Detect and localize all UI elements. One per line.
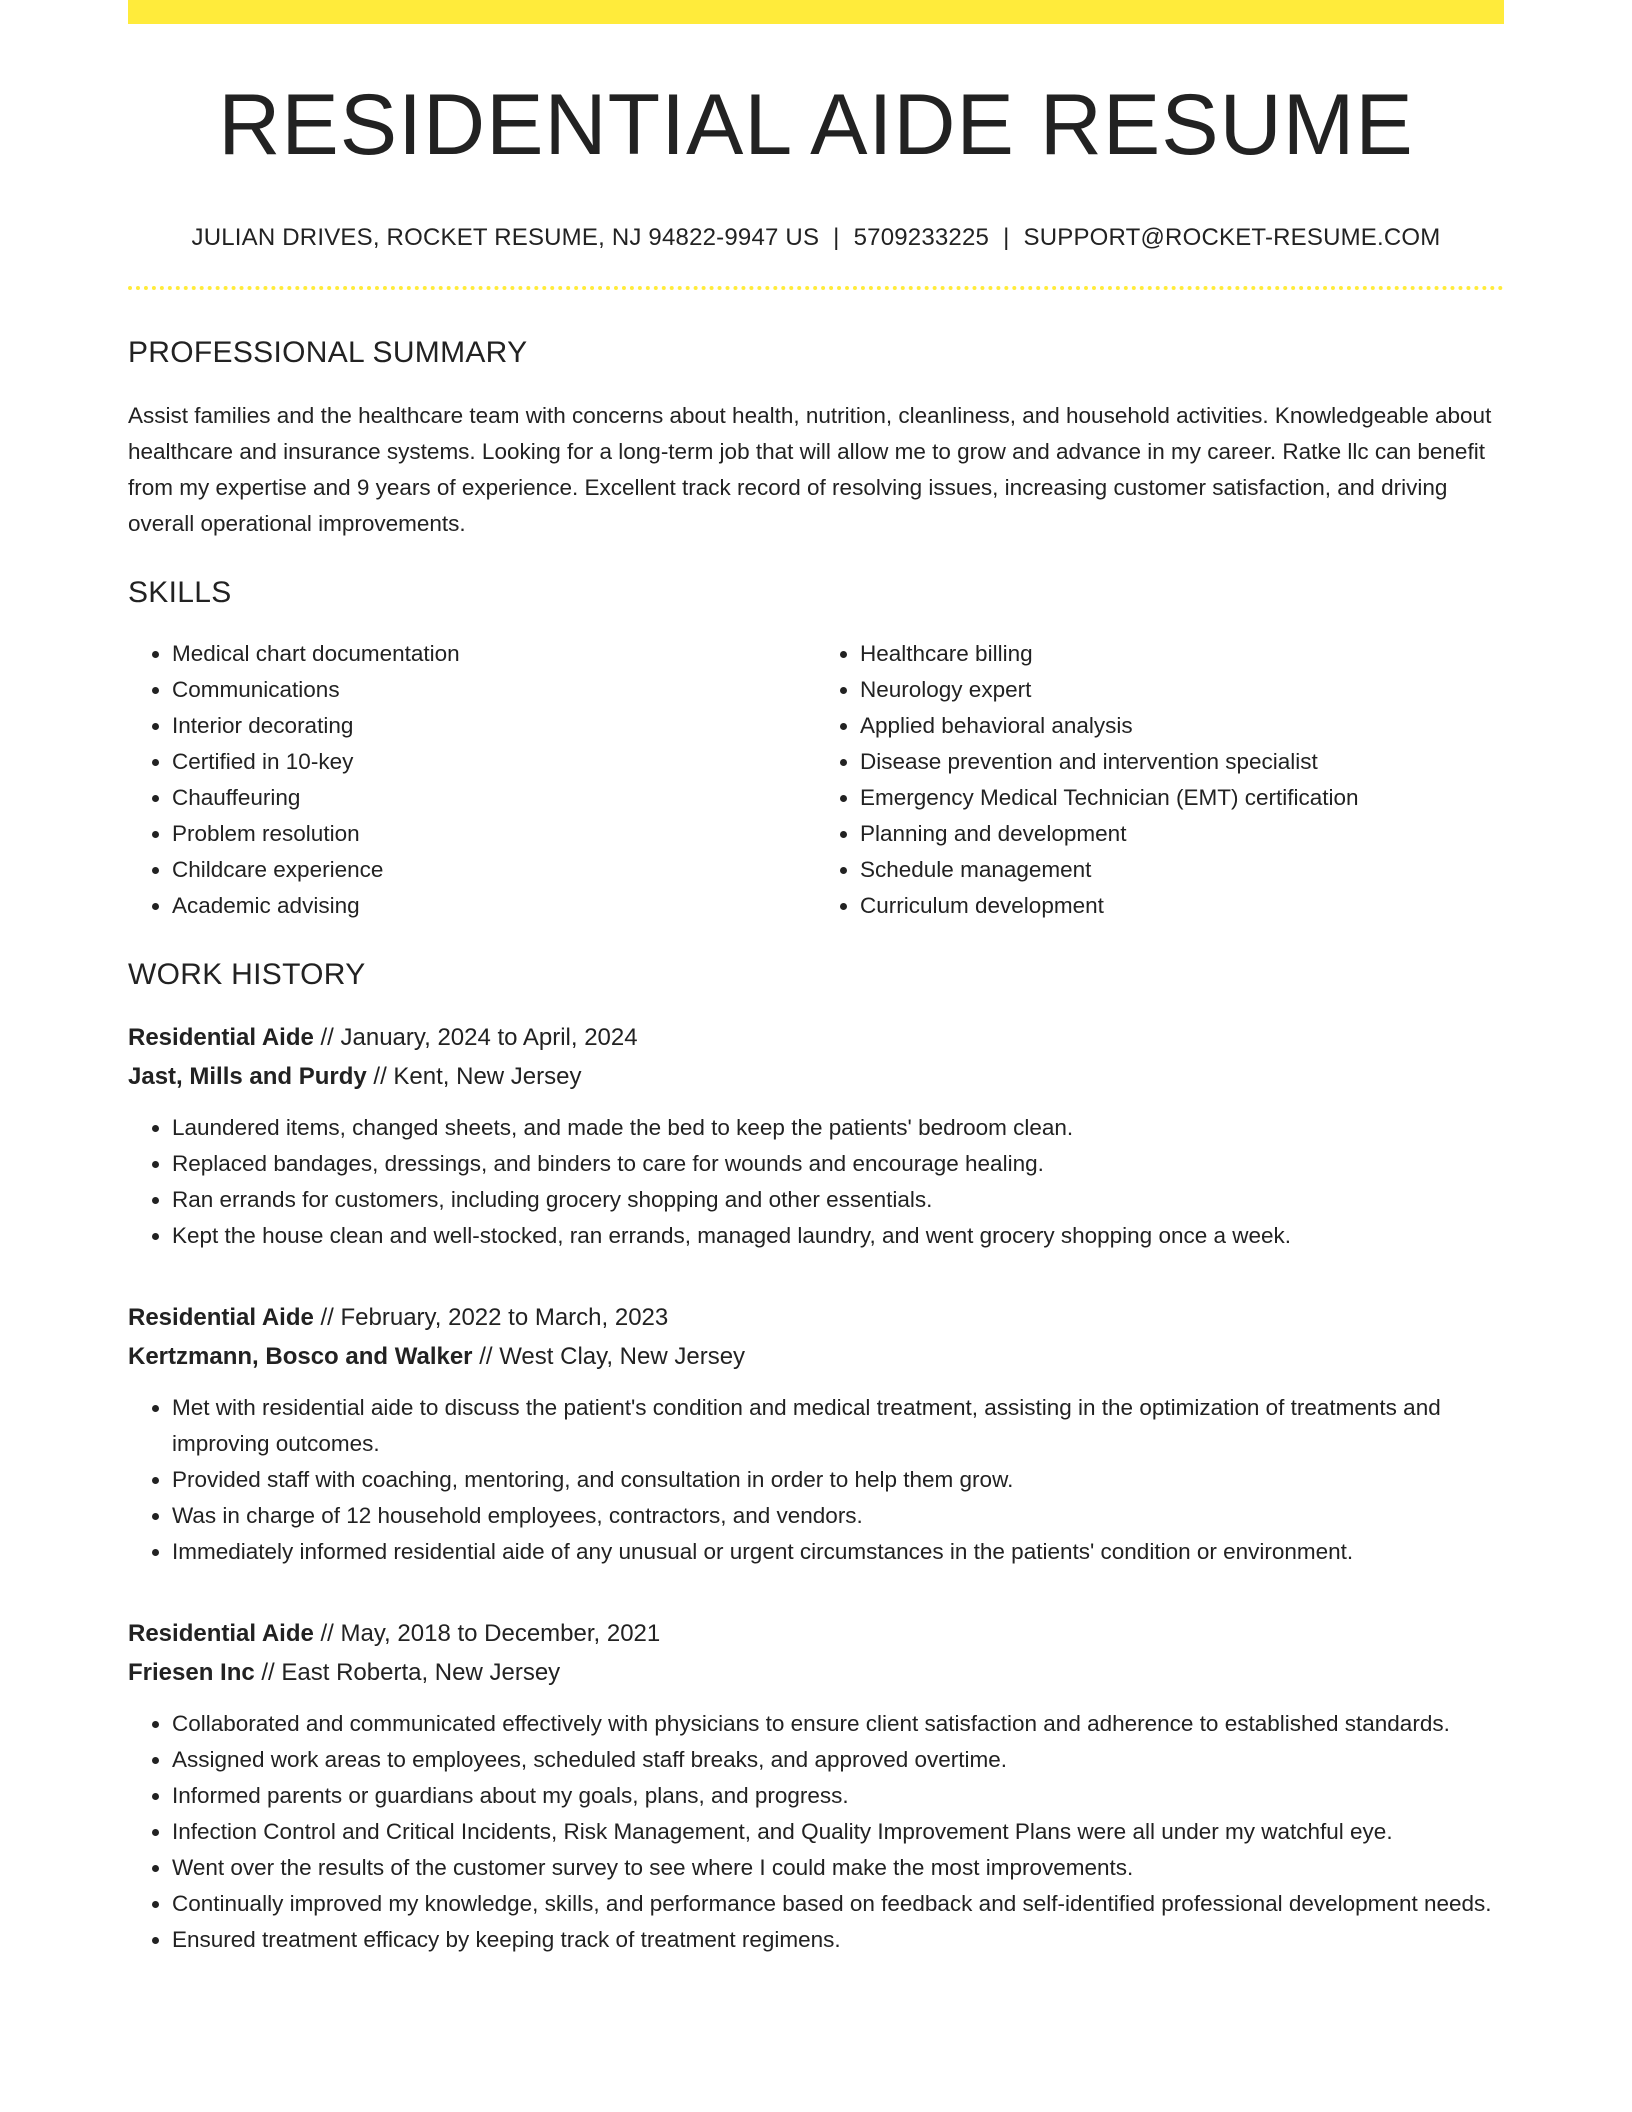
contact-address: JULIAN DRIVES, ROCKET RESUME, NJ 94822-9947 US [191, 224, 820, 251]
job-title-line [128, 1614, 1504, 1653]
resume-page [128, 0, 1504, 1958]
skill-item: • Neurology expert [860, 672, 1504, 708]
contact-line [128, 224, 1504, 252]
job-bullet: • Replaced bandages, dressings, and binders to care for wounds and encourage healing. [172, 1146, 1504, 1182]
skill-item: • Academic advising [172, 888, 816, 924]
job-dates: // February, 2022 to March, 2023 [313, 1304, 669, 1331]
skills-grid [128, 636, 1504, 924]
skill-item: • Certified in 10-key [172, 744, 816, 780]
job-location: // Kent, New Jersey [366, 1063, 582, 1090]
job-bullet: • Assigned work areas to employees, scheduled staff breaks, and approved overtime. [172, 1742, 1504, 1778]
skills-list-left [128, 636, 816, 924]
job-bullet: • Provided staff with coaching, mentoring, and consultation in order to help them grow. [172, 1462, 1504, 1498]
skill-item: • Chauffeuring [172, 780, 816, 816]
skill-item: • Disease prevention and intervention specialist [860, 744, 1504, 780]
job-bullet: • Went over the results of the customer survey to see where I could make the most improvements. [172, 1850, 1504, 1886]
skill-item: • Healthcare billing [860, 636, 1504, 672]
contact-email: SUPPORT@ROCKET-RESUME.COM [1023, 224, 1441, 251]
job-company-line [128, 1337, 1504, 1376]
skill-item: • Communications [172, 672, 816, 708]
job-bullet: • Continually improved my knowledge, skills, and performance based on feedback and self-identified professional development needs. [172, 1886, 1504, 1922]
contact-phone: 5709233225 [853, 224, 990, 251]
skill-item: • Problem resolution [172, 816, 816, 852]
job-company: Friesen Inc [128, 1659, 255, 1686]
job-location: // East Roberta, New Jersey [254, 1659, 561, 1686]
job-bullet: • Collaborated and communicated effectively with physicians to ensure client satisfaction and adherence to established standards. [172, 1706, 1504, 1742]
job-bullet: • Met with residential aide to discuss the patient's condition and medical treatment, assisting in the optimization of treatments and improving outcomes. [172, 1390, 1504, 1462]
job-entry [128, 1614, 1504, 1958]
job-location: // West Clay, New Jersey [472, 1343, 746, 1370]
job-title: Residential Aide [128, 1620, 314, 1647]
skill-item: • Emergency Medical Technician (EMT) certification [860, 780, 1504, 816]
skill-item: • Schedule management [860, 852, 1504, 888]
job-title: Residential Aide [128, 1304, 314, 1331]
job-entry [128, 1298, 1504, 1570]
job-dates: // January, 2024 to April, 2024 [313, 1024, 638, 1051]
job-company: Jast, Mills and Purdy [128, 1063, 367, 1090]
skill-item: • Interior decorating [172, 708, 816, 744]
job-title-line [128, 1298, 1504, 1337]
job-bullet: • Ensured treatment efficacy by keeping track of treatment regimens. [172, 1922, 1504, 1958]
summary-text: Assist families and the healthcare team with concerns about health, nutrition, cleanliness, and household activities. Knowledgeable about healthcare and insurance systems. Looking for a long-term job that will allow me to grow and advance in my career. Ratke llc can benefit from my expertise and 9 years of experience. Excellent track record of resolving issues, increasing customer satisfaction, and driving overall operational improvements. [128, 403, 1492, 536]
job-bullet: • Infection Control and Critical Incidents, Risk Management, and Quality Improvement Plans were all under my watchful eye. [172, 1814, 1504, 1850]
skill-item: • Applied behavioral analysis [860, 708, 1504, 744]
contact-separator: | [833, 224, 840, 251]
job-bullet: • Kept the house clean and well-stocked, ran errands, managed laundry, and went grocery shopping once a week. [172, 1218, 1504, 1254]
job-bullet: • Ran errands for customers, including grocery shopping and other essentials. [172, 1182, 1504, 1218]
job-bullets [128, 1390, 1504, 1570]
job-bullet: • Was in charge of 12 household employees, contractors, and vendors. [172, 1498, 1504, 1534]
job-bullet: • Laundered items, changed sheets, and made the bed to keep the patients' bedroom clean. [172, 1110, 1504, 1146]
job-company-line [128, 1057, 1504, 1096]
job-bullets [128, 1110, 1504, 1254]
skills-heading: SKILLS [128, 576, 232, 609]
work-history-heading: WORK HISTORY [128, 958, 366, 991]
skill-item: • Medical chart documentation [172, 636, 816, 672]
skill-item: • Planning and development [860, 816, 1504, 852]
skill-item: • Childcare experience [172, 852, 816, 888]
job-title-line [128, 1018, 1504, 1057]
job-bullet: • Immediately informed residential aide of any unusual or urgent circumstances in the patients' condition or environment. [172, 1534, 1504, 1570]
dotted-divider [128, 286, 1504, 290]
summary-heading: PROFESSIONAL SUMMARY [128, 336, 528, 369]
page-title: RESIDENTIAL AIDE RESUME [218, 77, 1414, 173]
job-company: Kertzmann, Bosco and Walker [128, 1343, 473, 1370]
contact-separator: | [1003, 224, 1010, 251]
job-bullet: • Informed parents or guardians about my goals, plans, and progress. [172, 1778, 1504, 1814]
job-dates: // May, 2018 to December, 2021 [313, 1620, 661, 1647]
skill-item: • Curriculum development [860, 888, 1504, 924]
job-title: Residential Aide [128, 1024, 314, 1051]
job-company-line [128, 1653, 1504, 1692]
top-accent-bar [128, 0, 1504, 24]
skills-list-right [816, 636, 1504, 924]
job-entry [128, 1018, 1504, 1254]
job-bullets [128, 1706, 1504, 1958]
